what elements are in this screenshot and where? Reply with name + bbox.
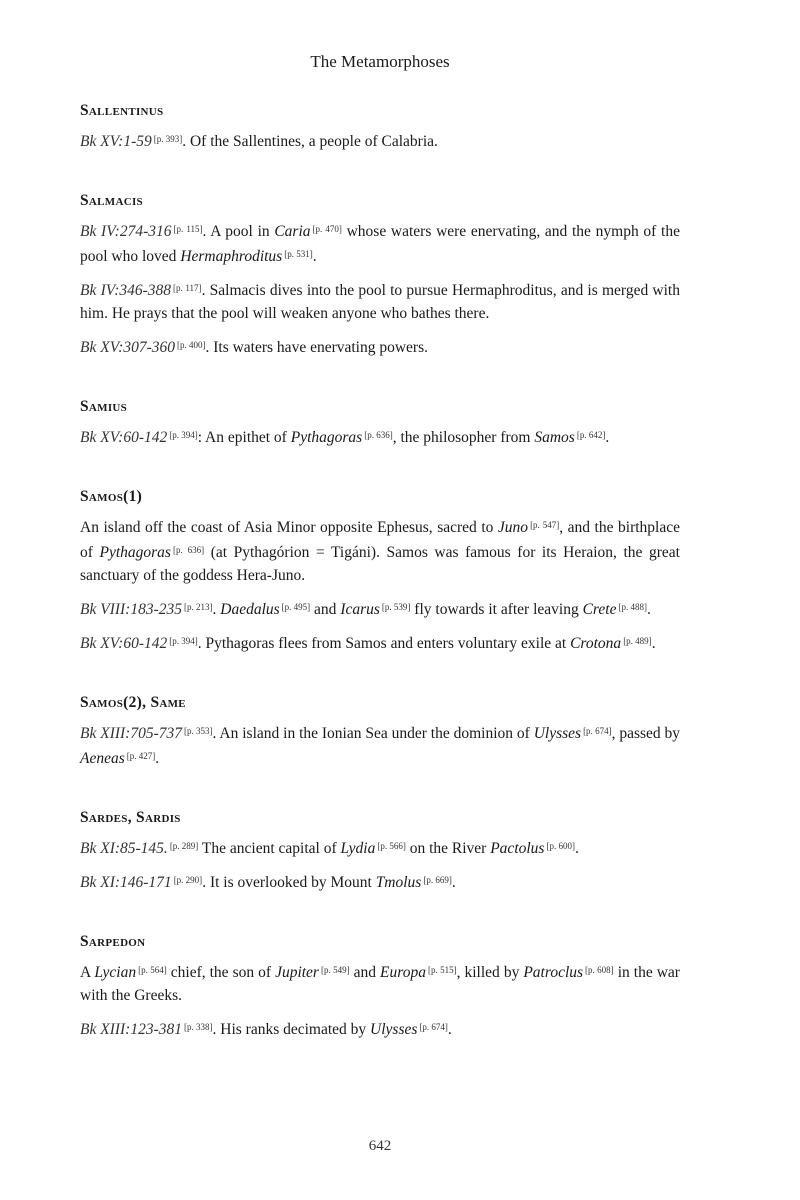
page-reference[interactable]: [p. 338] xyxy=(184,1022,213,1032)
entry-heading: Samos(1) xyxy=(80,488,143,505)
page-reference[interactable]: [p. 290] xyxy=(173,875,203,885)
entry-text: A xyxy=(80,964,95,981)
page-reference[interactable]: [p. 488] xyxy=(618,602,647,612)
cross-reference-term[interactable]: Icarus xyxy=(340,601,380,618)
entry-text: , the philosopher from xyxy=(392,429,535,446)
book-line-reference[interactable]: Bk IV:346-388 xyxy=(80,282,172,299)
entry-heading: Salmacis xyxy=(80,192,143,209)
cross-reference-term[interactable]: Juno xyxy=(497,519,529,536)
book-line-reference[interactable]: Bk XV:60-142 xyxy=(80,635,168,652)
page-reference[interactable]: [p. 564] xyxy=(138,965,167,975)
entry-text: . Of the Sallentines, a people of Calabria. xyxy=(182,133,438,150)
page-reference[interactable]: [p. 642] xyxy=(576,430,606,440)
cross-reference-term[interactable]: Ulysses xyxy=(370,1021,418,1038)
entry-paragraph xyxy=(80,128,680,153)
entry-paragraph xyxy=(80,334,680,359)
page-reference[interactable]: [p. 549] xyxy=(320,965,350,975)
cross-reference-term[interactable]: Lycian xyxy=(94,964,137,981)
entry-text: and xyxy=(310,601,341,618)
running-head: The Metamorphoses xyxy=(310,52,450,71)
entry-text: . xyxy=(605,429,610,446)
page-reference[interactable]: [p. 531] xyxy=(284,249,313,259)
entry-text: in the war with the Greeks. xyxy=(80,964,680,1004)
entry-text: (at Pythagórion = Tigáni). Samos was famous for its Heraion, the great sanctuary of the goddess Hera-Juno. xyxy=(80,544,680,584)
glossary-entry xyxy=(80,190,680,359)
cross-reference-term[interactable]: Pythagoras xyxy=(290,429,363,446)
entry-heading: Sardes, Sardis xyxy=(80,809,181,826)
page-reference[interactable]: [p. 674] xyxy=(419,1022,448,1032)
cross-reference-term[interactable]: Tmolus xyxy=(375,874,422,891)
glossary-entry xyxy=(80,931,680,1041)
cross-reference-term[interactable]: Patroclus xyxy=(523,964,584,981)
book-line-reference[interactable]: Bk XV:60-142 xyxy=(80,429,168,446)
entry-text: . xyxy=(646,601,651,618)
cross-reference-term[interactable]: Crete xyxy=(582,601,617,618)
entry-text: . His ranks decimated by xyxy=(212,1021,371,1038)
page-number: 642 xyxy=(368,1138,392,1154)
book-line-reference[interactable]: Bk XV:1-59 xyxy=(80,133,152,150)
entry-text: . xyxy=(447,1021,452,1038)
page-reference[interactable]: [p. 636] xyxy=(364,430,393,440)
page-reference[interactable]: [p. 539] xyxy=(381,602,411,612)
page-reference[interactable]: [p. 547] xyxy=(530,520,560,530)
entry-text: . xyxy=(451,874,456,891)
page-reference[interactable]: [p. 515] xyxy=(427,965,457,975)
entry-text: The ancient capital of xyxy=(198,840,341,857)
page-reference[interactable]: [p. 117] xyxy=(173,283,202,293)
cross-reference-term[interactable]: Ulysses xyxy=(533,725,582,742)
page-reference[interactable]: [p. 470] xyxy=(312,224,342,234)
cross-reference-term[interactable]: Jupiter xyxy=(275,964,319,981)
entry-text: . A pool in xyxy=(202,223,275,240)
entry-text: : An epithet of xyxy=(197,429,291,446)
cross-reference-term[interactable]: Caria xyxy=(274,223,311,240)
page-reference[interactable]: [p. 495] xyxy=(281,602,311,612)
cross-reference-term[interactable]: Lydia xyxy=(340,840,376,857)
glossary-entry xyxy=(80,100,680,153)
book-line-reference[interactable]: Bk XI:146-171 xyxy=(80,874,172,891)
book-line-reference[interactable]: Bk XI:85-145. xyxy=(80,840,168,857)
entry-text: whose waters were enervating, and the nymph of the pool who loved xyxy=(80,223,680,265)
book-line-reference[interactable]: Bk VIII:183-235 xyxy=(80,601,182,618)
page-reference[interactable]: [p. 600] xyxy=(546,841,575,851)
entry-heading: Sallentinus xyxy=(80,102,164,119)
entry-text: , killed by xyxy=(456,964,524,981)
entry-text: . Its waters have enervating powers. xyxy=(205,339,429,356)
page-reference[interactable]: [p. 394] xyxy=(169,636,198,646)
page-reference[interactable]: [p. 669] xyxy=(423,875,452,885)
entry-paragraph xyxy=(80,835,680,860)
entry-text: . xyxy=(155,750,160,767)
entry-heading: Samius xyxy=(80,398,128,415)
page-reference[interactable]: [p. 393] xyxy=(153,134,183,144)
entry-text: and xyxy=(349,964,381,981)
glossary-entry xyxy=(80,692,680,770)
cross-reference-term[interactable]: Daedalus xyxy=(220,601,280,618)
page-reference[interactable]: [p. 566] xyxy=(377,841,406,851)
cross-reference-term[interactable]: Crotona xyxy=(570,635,622,652)
entry-text: . Salmacis dives into the pool to pursue Hermaphroditus, and is merged with him. He prays that the pool will weaken anyone who bathes there. xyxy=(80,282,680,322)
page-reference[interactable]: [p. 608] xyxy=(585,965,614,975)
page-reference[interactable]: [p. 489] xyxy=(623,636,652,646)
cross-reference-term[interactable]: Pythagoras xyxy=(99,544,171,561)
entry-paragraph xyxy=(80,869,680,894)
page-reference[interactable]: [p. 636] xyxy=(172,545,205,555)
page-reference[interactable]: [p. 394] xyxy=(169,430,198,440)
page-reference[interactable]: [p. 353] xyxy=(184,726,213,736)
book-line-reference[interactable]: Bk XIII:705-737 xyxy=(80,725,183,742)
page-reference[interactable]: [p. 289] xyxy=(169,841,199,851)
entry-text: . xyxy=(574,840,579,857)
cross-reference-term[interactable]: Pactolus xyxy=(490,840,545,857)
entry-paragraph xyxy=(80,596,680,621)
page-reference[interactable]: [p. 213] xyxy=(184,602,213,612)
glossary-entry xyxy=(80,396,680,449)
entry-heading: Samos(2), Same xyxy=(80,694,186,711)
cross-reference-term[interactable]: Europa xyxy=(380,964,426,981)
entry-text: . It is overlooked by Mount xyxy=(202,874,376,891)
entry-text: . An island in the Ionian Sea under the dominion of xyxy=(212,725,534,742)
entry-text: . xyxy=(212,601,221,618)
cross-reference-term[interactable]: Samos xyxy=(534,429,575,446)
entry-text: . Pythagoras flees from Samos and enters voluntary exile at xyxy=(197,635,571,652)
entry-text: on the River xyxy=(405,840,491,857)
page-reference[interactable]: [p. 674] xyxy=(583,726,612,736)
book-line-reference[interactable]: Bk IV:274-316 xyxy=(80,223,172,240)
cross-reference-term[interactable]: Aeneas xyxy=(80,750,125,767)
book-line-reference[interactable]: Bk XIII:123-381 xyxy=(80,1021,182,1038)
entry-paragraph xyxy=(80,514,680,587)
entry-paragraph xyxy=(80,959,680,1007)
entry-text: fly towards it after leaving xyxy=(410,601,583,618)
page-reference[interactable]: [p. 427] xyxy=(126,751,156,761)
entry-paragraph xyxy=(80,277,680,325)
cross-reference-term[interactable]: Hermaphroditus xyxy=(180,248,283,265)
entry-paragraph xyxy=(80,218,680,268)
entry-paragraph xyxy=(80,424,680,449)
glossary-entry xyxy=(80,807,680,894)
entry-heading: Sarpedon xyxy=(80,933,146,950)
entry-text: , passed by xyxy=(611,725,681,742)
book-line-reference[interactable]: Bk XV:307-360 xyxy=(80,339,175,356)
glossary-entry xyxy=(80,486,680,655)
glossary-entries xyxy=(80,100,680,1078)
entry-text: , and the birthplace of xyxy=(80,519,680,561)
entry-paragraph xyxy=(80,1016,680,1041)
entry-text: An island off the coast of Asia Minor opposite Ephesus, sacred to xyxy=(80,519,498,536)
document-page xyxy=(80,0,680,1200)
page-reference[interactable]: [p. 400] xyxy=(176,340,206,350)
entry-text: . xyxy=(312,248,317,265)
page-reference[interactable]: [p. 115] xyxy=(173,224,203,234)
entry-text: chief, the son of xyxy=(166,964,276,981)
entry-paragraph xyxy=(80,630,680,655)
entry-text: . xyxy=(651,635,656,652)
entry-paragraph xyxy=(80,720,680,770)
